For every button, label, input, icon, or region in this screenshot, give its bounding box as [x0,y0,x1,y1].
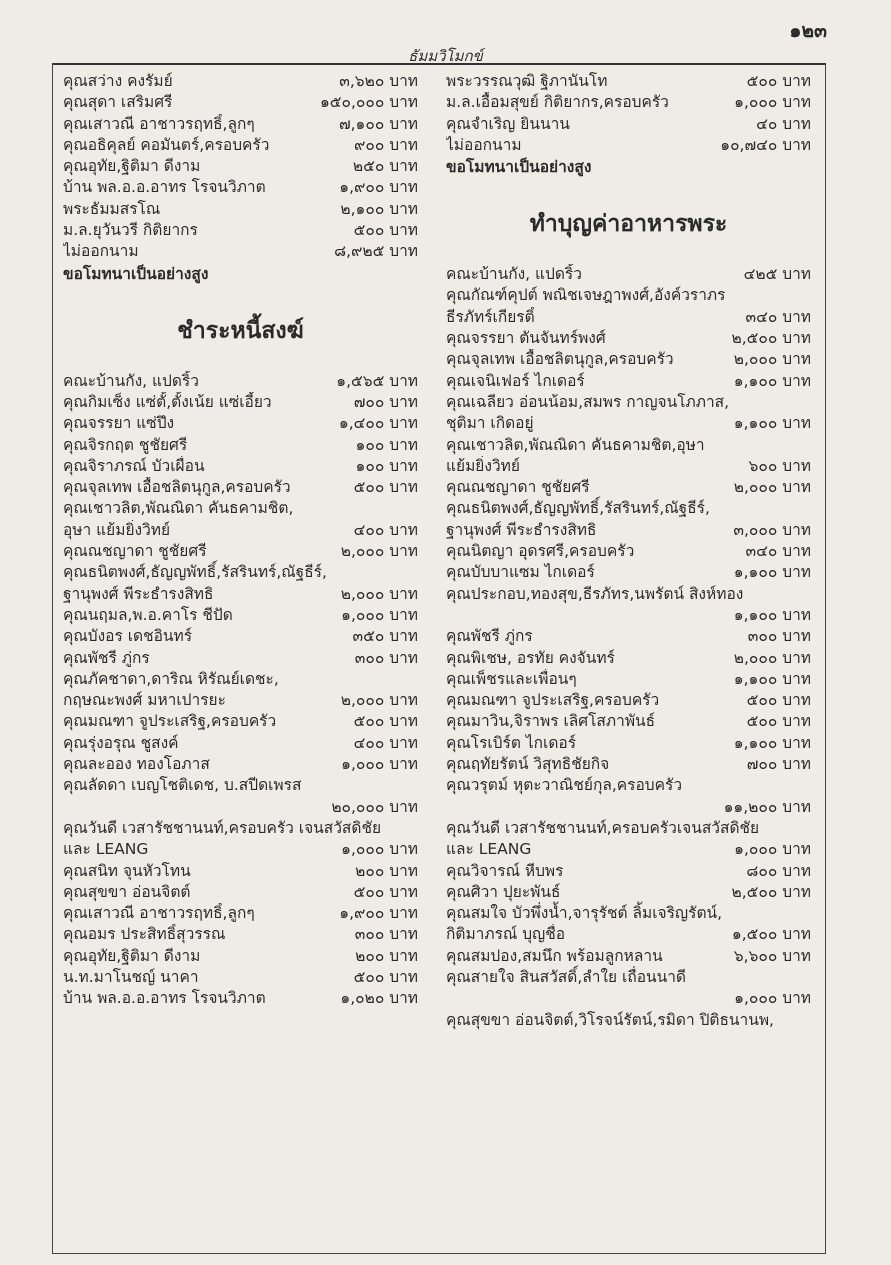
donation-row [63,199,418,220]
donor-name-line: คุณประกอบ,ทองสุข,ธีรภัทร,นพรัตน์ สิงห์ทอง [446,584,744,603]
donor-name: ธีรภัทร์เกียรติ์ [446,307,535,326]
donor-name: ฐานุพงศ์ พีระธำรงสิทธิ [63,584,214,603]
donation-row [446,264,811,285]
donor-name-line: คุณสมใจ บัวพึ่งน้ำ,จารุรัชต์ ลิ้มเจริญรัตน์, [446,904,723,923]
donation-row [63,711,418,732]
donation-row [446,882,811,903]
donor-name: คุณเจนิเฟอร์ ไกเดอร์ [446,371,585,390]
donation-row [63,584,418,605]
donation-row [446,135,811,156]
donor-name: คุณจำเริญ ยินนาน [446,114,570,133]
donation-amount: ๗๐๐ บาท [746,755,811,774]
donor-name-line: คุณวันดี เวสารัชชานนท์,ครอบครัว เจนสวัสดิชัย [63,818,382,837]
donation-row [446,988,811,1009]
donor-name: คุณจิราภรณ์ บัวเผื่อน [63,456,205,475]
donor-name-line: คุณเฉลียว อ่อนน้อม,สมพร กาญจนโภภาส, [446,392,730,411]
donor-name: คุณอุทัย,ฐิติมา ดีงาม [63,157,201,176]
donation-amount: ๓๔๐ บาท [745,542,811,561]
donor-name: คุณณชญาดา ชูชัยศรี [446,478,590,497]
donor-name: คุณสุดา เสริมศรี [63,93,173,112]
donor-name: ชุติมา เกิดอยู่ [446,414,534,433]
donation-row [446,92,811,113]
donation-amount: ๑๐,๗๔๐ บาท [720,135,811,154]
donor-name: คุณรุ่งอรุณ ชูสงค์ [63,733,179,752]
donation-row [63,924,418,945]
donation-row [63,92,418,113]
donation-amount: ๕๐๐ บาท [353,221,418,240]
donor-name: คุณจุลเทพ เอื้อชลิตนุกูล,ครอบครัว [446,350,674,369]
donor-name: คุณกิมเซ็ง แซ่ตั้,ตั้งเน้ย แซ่เอี้ยว [63,392,272,411]
donation-row [446,605,811,626]
donor-name: คุณอธิคุลย์ คอมันตร์,ครอบครัว [63,135,270,154]
donation-row [63,733,418,754]
donation-row [446,690,811,711]
donor-name: คุณเพ็ชรและเพื่อนๆ [446,669,577,688]
donor-name: พระธัมมสรโณ [63,199,161,218]
donor-name: คุณสนิท จุนหัวโทน [63,861,191,880]
donation-row [63,413,418,434]
donation-row [446,541,811,562]
donation-amount: ๕๐๐ บาท [746,712,811,731]
donor-name: คุณเสาวณี อาชาวรฤทธิ์,ลูกๆ [63,904,255,923]
trailing-line: คุณสุขขา อ่อนจิตต์,วิโรจน์รัตน์,รมิดา ปิติธนานพ, [446,1010,774,1029]
donation-row [63,626,418,647]
donation-row [63,392,418,413]
donation-row [63,754,418,775]
donation-row [63,520,418,541]
donation-amount: ๒,๐๐๐ บาท [340,691,418,710]
donor-name-line: คุณกัณฑ์คุปต์ พณิชเจษฎาพงศ์,อังค์วราภร [446,286,726,305]
donation-row [446,456,811,477]
donation-amount: ๕๐๐ บาท [353,712,418,731]
donation-row [63,71,418,92]
donation-amount: ๑,๑๐๐ บาท [733,605,811,624]
donor-name-line: คุณสายใจ สินสวัสดิ์,ลำใย เถื่อนนาดี [446,967,686,986]
donation-row [63,177,418,198]
donation-amount: ๒,๐๐๐ บาท [733,478,811,497]
donor-name: ไม่ออกนาม [63,242,139,261]
donation-row [446,669,811,690]
donation-row [446,371,811,392]
donation-row [63,456,418,477]
donation-row [446,413,811,434]
donation-row [446,754,811,775]
donation-amount: ๑,๐๒๐ บาท [340,989,418,1008]
donation-row [63,220,418,241]
donation-amount: ๓๔๐ บาท [745,307,811,326]
donation-row [63,477,418,498]
donation-amount: ๑,๕๐๐ บาท [731,925,811,944]
donor-name: คุณอมร ประสิทธิ์สุวรรณ [63,925,226,944]
donor-name: คุณพิเชษ, อรทัย คงจันทร์ [446,648,615,667]
donor-name: ฐานุพงศ์ พีระธำรงสิทธิ [446,520,597,539]
donor-name-line: คุณธนิตพงศ์,ธัญญพัทธิ์,รัสรินทร์,ณัฐธีร์, [63,563,327,582]
page-number: ๑๒๓ [789,20,827,42]
donation-amount: ๔๐๐ บาท [353,520,418,539]
donor-list-debt [63,371,418,1010]
donation-amount: ๒๐,๐๐๐ บาท [331,797,418,816]
donor-name: กิติมาภรณ์ บุญชื่อ [446,925,566,944]
donor-name: ม.ล.ยุวันวรี กิติยากร [63,221,198,240]
donation-amount: ๓๐๐ บาท [354,648,418,667]
donor-name: บ้าน พล.อ.อ.อาทร โรจนวิภาต [63,178,266,197]
donation-amount: ๑,๑๐๐ บาท [733,733,811,752]
donor-name-line: คุณวันดี เวสารัชชานนท์,ครอบครัวเจนสวัสดิชัย [446,818,760,837]
donor-name-line: คุณลัดดา เบญโชติเดช, บ.สปีดเพรส [63,776,302,795]
donation-amount: ๕๐๐ บาท [353,478,418,497]
donation-amount: ๑,๐๐๐ บาท [734,93,811,112]
donation-row [446,71,811,92]
donation-amount: ๑,๙๐๐ บาท [339,178,418,197]
donor-name-line: คุณภัคชาดา,ดาริณ หิรัณย์เดชะ, [63,669,279,688]
donation-amount: ๕๐๐ บาท [353,967,418,986]
content-frame [52,63,826,1254]
donation-amount: ๖๐๐ บาท [748,456,811,475]
donation-amount: ๑,๑๐๐ บาท [733,669,811,688]
donor-name: ไม่ออกนาม [446,135,522,154]
donation-row [63,797,418,818]
donor-name: คุณวิจารณ์ หีบพร [446,861,564,880]
donation-row [63,605,418,626]
donation-amount: ๓,๐๐๐ บาท [733,520,811,539]
donation-row [446,114,811,135]
donation-row [63,241,418,262]
donation-row [63,903,418,924]
donation-row [446,861,811,882]
donation-amount: ๒๕๐ บาท [352,157,418,176]
donation-amount: ๑,๐๐๐ บาท [734,989,811,1008]
right-column [446,71,811,1031]
donation-amount: ๒๐๐ บาท [355,861,418,880]
donation-amount: ๙๐๐ บาท [354,135,418,154]
donation-amount: ๕๐๐ บาท [746,72,811,90]
donor-name: คุณศิวา ปุยะพันธ์ [446,882,561,901]
thanks-note: ขอโมทนาเป็นอย่างสูง [446,158,592,177]
donation-amount: ๓๐๐ บาท [354,925,418,944]
donation-amount: ๒๐๐ บาท [355,946,418,965]
donation-row [63,861,418,882]
donation-amount: ๓๕๐ บาท [352,627,418,646]
donation-amount: ๑,๑๐๐ บาท [733,371,811,390]
donation-amount: ๓,๖๒๐ บาท [339,72,418,90]
donor-name: คุณโรเบิร์ต ไกเดอร์ [446,733,577,752]
donor-name: คุณเสาวณี อาชาวรฤทธิ์,ลูกๆ [63,114,255,133]
donation-row [63,135,418,156]
donor-name: อุษา แย้มยิ่งวิทย์ [63,520,171,539]
donation-amount: ๑,๐๐๐ บาท [341,755,418,774]
donation-row [446,307,811,328]
donation-amount: ๒,๐๐๐ บาท [733,350,811,369]
donation-amount: ๘๐๐ บาท [746,861,811,880]
donation-amount: ๓๐๐ บาท [747,627,811,646]
donor-name: คุณพัชรี ภู่กร [63,648,150,667]
donor-name: คุณสมปอง,สมนึก พร้อมลูกหลาน [446,946,663,965]
donation-row [446,328,811,349]
donor-name-line: คุณเชาวลิต,พัณณิดา คันธคามชิต, [63,499,294,518]
donation-amount: ๔๐ บาท [756,114,811,133]
donation-amount: ๕๐๐ บาท [353,882,418,901]
donation-amount: ๘,๙๒๕ บาท [334,242,418,261]
donation-row [63,435,418,456]
donation-amount: ๕๐๐ บาท [746,691,811,710]
donation-amount: ๑,๑๐๐ บาท [733,414,811,433]
donation-amount: ๑,๙๐๐ บาท [339,904,418,923]
donor-name: คุณบับบาแซม ไกเดอร์ [446,563,595,582]
donation-amount: ๔๐๐ บาท [353,733,418,752]
donation-amount: ๔๒๕ บาท [743,265,811,284]
donor-name: คุณนฤมล,พ.อ.คาโร ชีปัด [63,605,233,624]
donation-amount: ๑,๕๖๕ บาท [336,371,418,390]
donor-name-line: คุณธนิตพงศ์,ธัญญพัทธิ์,รัสรินทร์,ณัฐธีร์, [446,499,710,518]
donation-amount: ๒,๐๐๐ บาท [733,648,811,667]
donor-name: บ้าน พล.อ.อ.อาทร โรจนวิภาต [63,989,266,1008]
donation-row [63,371,418,392]
left-column [63,71,418,1010]
donor-name: แย้มยิ่งวิทย์ [446,456,520,475]
donor-name: คุณจิรกฤต ชูชัยศรี [63,435,188,454]
donation-amount: ๒,๕๐๐ บาท [731,329,811,348]
donor-name: และ LEANG [63,840,149,859]
donor-list-general [63,71,418,263]
donation-amount: ๒,๑๐๐ บาท [340,199,418,218]
donor-list-food [446,264,811,1009]
donor-name: คุณละออง ทองโอภาส [63,755,210,774]
donor-name-line: คุณเชาวลิต,พัณณิดา คันธคามชิต,อุษา [446,435,705,454]
running-header: ธัมมวิโมกข์ [408,47,483,65]
donor-name: คุณณชญาดา ชูชัยศรี [63,542,207,561]
donation-amount: ๗๐๐ บาท [353,392,418,411]
donation-row [63,648,418,669]
donor-name: คุณจรรยา ตันจันทร์พงศ์ [446,329,606,348]
donation-amount: ๑,๐๐๐ บาท [341,605,418,624]
donor-name: และ LEANG [446,840,532,859]
donation-row [446,733,811,754]
donor-name: คุณอุทัย,ฐิติมา ดีงาม [63,946,201,965]
donation-amount: ๒,๕๐๐ บาท [731,882,811,901]
donation-row [446,562,811,583]
donor-name: กฤษณะพงศ์ มหาเปารยะ [63,691,226,710]
donation-row [446,711,811,732]
donation-row [446,626,811,647]
donor-name: คุณมาวิน,จิราพร เลิศโสภาพันธ์ [446,712,656,731]
donation-row [63,156,418,177]
donor-name: คณะบ้านกัง, แปดริ้ว [446,265,582,284]
donor-name: คุณจรรยา แซ่ปึง [63,414,175,433]
donor-name: ม.ล.เอื้อมสุขย์ กิติยากร,ครอบครัว [446,93,669,112]
donor-name: คุณนิตญา อุดรศรี,ครอบครัว [446,542,635,561]
donation-row [446,839,811,860]
donation-amount: ๑,๐๐๐ บาท [341,840,418,859]
donor-name: น.ท.มาโนชญ์ นาคา [63,967,199,986]
donation-row [446,648,811,669]
donation-row [446,946,811,967]
donation-amount: ๖,๖๐๐ บาท [733,946,811,965]
donation-amount: ๑๐๐ บาท [355,456,418,475]
donation-amount: ๒,๐๐๐ บาท [340,584,418,603]
donation-row [63,946,418,967]
donation-amount: ๑๕๐,๐๐๐ บาท [319,93,418,112]
donation-row [446,477,811,498]
donor-name: คุณฤทัยรัตน์ วิสุทธิชัยกิจ [446,755,610,774]
donor-name-line: คุณวรุตม์ หุตะวาณิชย์กุล,ครอบครัว [446,776,683,795]
section-title-food: ทำบุญค่าอาหารพระ [529,211,728,238]
donation-row [63,690,418,711]
donor-name: คุณสว่าง คงรัมย์ [63,72,173,90]
donation-amount: ๒,๐๐๐ บาท [340,542,418,561]
donation-row [446,924,811,945]
donation-amount: ๑๑,๒๐๐ บาท [723,797,811,816]
section-title-debt: ชำระหนี้สงฆ์ [177,317,304,344]
donation-row [63,541,418,562]
donation-row [446,349,811,370]
donor-name: พระวรรณวุฒิ ฐิภานันโท [446,72,608,90]
donor-name: คุณบังอร เดชอินทร์ [63,627,193,646]
donor-name: คุณมณฑา จูประเสริฐ,ครอบครัว [446,691,660,710]
donor-name: คุณมณฑา จูประเสริฐ,ครอบครัว [63,712,277,731]
donation-row [63,988,418,1009]
donation-row [446,520,811,541]
donation-row [63,114,418,135]
donor-name: คุณพัชรี ภู่กร [446,627,533,646]
donor-name: คณะบ้านกัง, แปดริ้ว [63,371,199,390]
donation-amount: ๑,๔๐๐ บาท [338,414,418,433]
donation-row [63,839,418,860]
donor-list-general [446,71,811,156]
donation-row [446,797,811,818]
donation-amount: ๑,๐๐๐ บาท [734,840,811,859]
donation-row [63,882,418,903]
thanks-note: ขอโมทนาเป็นอย่างสูง [63,264,209,283]
donor-name: คุณจุลเทพ เอื้อชลิตนุกูล,ครอบครัว [63,478,291,497]
donation-amount: ๗,๑๐๐ บาท [338,114,418,133]
donation-row [63,967,418,988]
donor-name: คุณสุขขา อ่อนจิตต์ [63,882,191,901]
donation-amount: ๑๐๐ บาท [355,435,418,454]
donation-amount: ๑,๑๐๐ บาท [733,563,811,582]
